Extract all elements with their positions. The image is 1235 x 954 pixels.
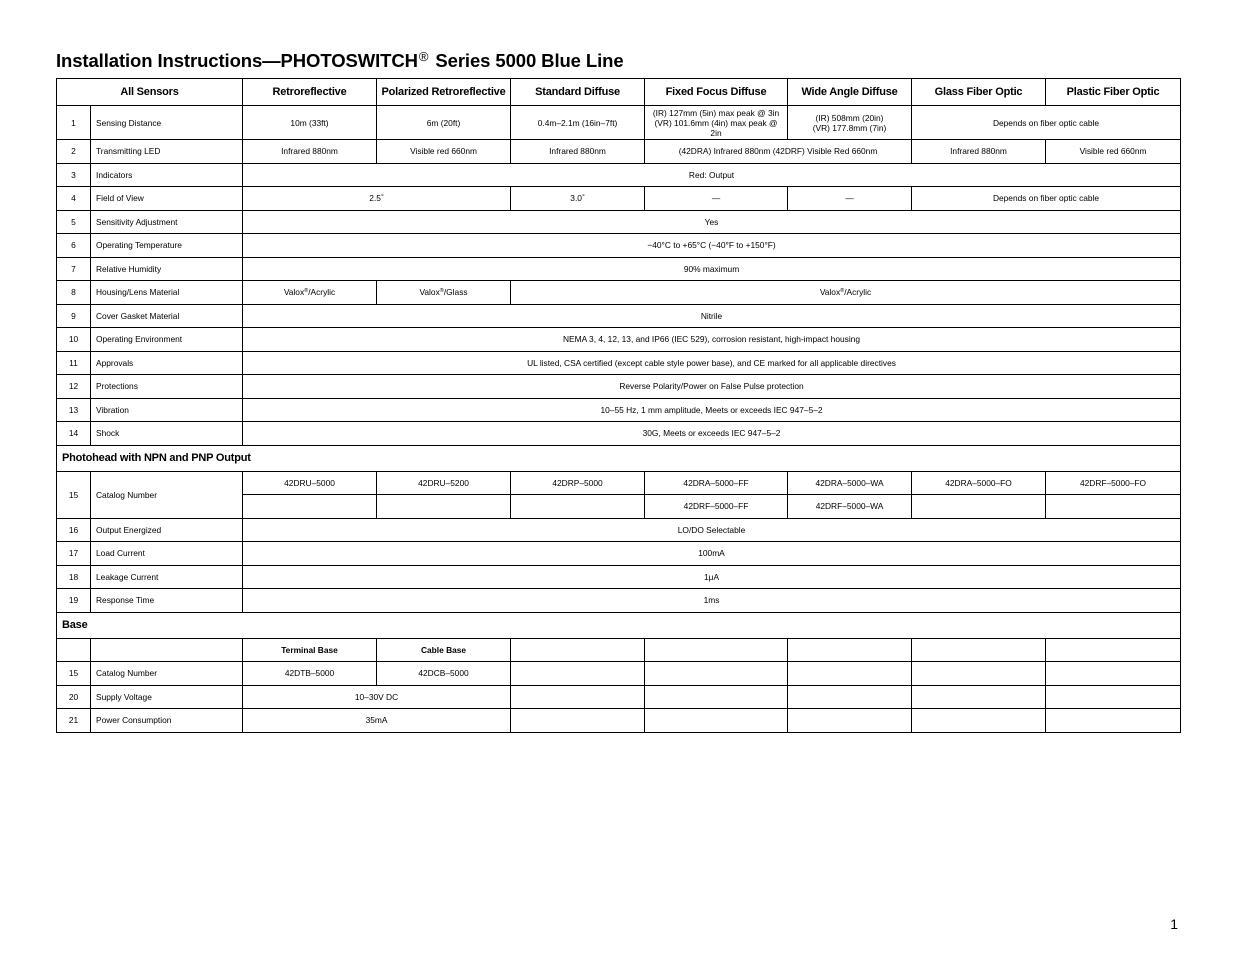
empty-cell (645, 685, 788, 709)
row-number: 14 (57, 422, 91, 446)
cell-value: Nitrile (243, 304, 1181, 328)
cell-value: −40°C to +65°C (−40°F to +150°F) (243, 234, 1181, 258)
table-row (57, 422, 1181, 446)
cell-value: Yes (243, 210, 1181, 234)
cell-value: — (788, 187, 912, 211)
row-number: 10 (57, 328, 91, 352)
empty-cell (1046, 709, 1181, 733)
empty-cell (788, 709, 912, 733)
row-label: Catalog Number (91, 662, 243, 686)
table-row (57, 662, 1181, 686)
cell-value: 1ms (243, 589, 1181, 613)
table-row (57, 685, 1181, 709)
cell-value: (42DRA) Infrared 880nm (42DRF) Visible Red 660nm (645, 140, 912, 164)
cell-value: Valox®/Acrylic (511, 281, 1181, 305)
table-row (57, 140, 1181, 164)
table-row (57, 210, 1181, 234)
section-header-row (57, 612, 1181, 638)
empty-cell (511, 685, 645, 709)
page-number: 1 (1170, 916, 1178, 932)
row-number: 9 (57, 304, 91, 328)
cell-value: 10m (33ft) (243, 106, 377, 140)
row-number: 12 (57, 375, 91, 399)
empty-cell (377, 495, 511, 519)
cell-value: (IR) 127mm (5in) max peak @ 3in (VR) 101.6mm (4in) max peak @ 2in (645, 106, 788, 140)
row-number: 13 (57, 398, 91, 422)
row-label: Power Consumption (91, 709, 243, 733)
subheader-terminal-base: Terminal Base (243, 638, 377, 662)
row-number: 21 (57, 709, 91, 733)
row-number: 11 (57, 351, 91, 375)
header-fixed-focus-diffuse: Fixed Focus Diffuse (645, 79, 788, 106)
row-label: Leakage Current (91, 565, 243, 589)
cell-value: 90% maximum (243, 257, 1181, 281)
header-all-sensors: All Sensors (57, 79, 243, 106)
empty-cell (788, 662, 912, 686)
empty-cell (788, 685, 912, 709)
table-row (57, 398, 1181, 422)
cell-value: 2.5° (243, 187, 511, 211)
catalog-number: 42DRU–5200 (377, 471, 511, 495)
table-row (57, 304, 1181, 328)
table-row (57, 257, 1181, 281)
specifications-table (56, 78, 1181, 733)
cell-value: 35mA (243, 709, 511, 733)
catalog-number: 42DRU–5000 (243, 471, 377, 495)
table-row (57, 518, 1181, 542)
row-number: 15 (57, 471, 91, 518)
row-label: Indicators (91, 163, 243, 187)
cell-value: Valox®/Glass (377, 281, 511, 305)
cell-value: 1μA (243, 565, 1181, 589)
empty-cell (511, 495, 645, 519)
row-number: 16 (57, 518, 91, 542)
table-row (57, 638, 1181, 662)
catalog-number: 42DTB–5000 (243, 662, 377, 686)
row-label: Supply Voltage (91, 685, 243, 709)
page-title: Installation Instructions—PHOTOSWITCH® Series 5000 Blue Line (56, 49, 624, 71)
empty-cell (57, 638, 91, 662)
row-number: 15 (57, 662, 91, 686)
row-label: Cover Gasket Material (91, 304, 243, 328)
row-number: 2 (57, 140, 91, 164)
cell-value: 10–30V DC (243, 685, 511, 709)
row-label: Response Time (91, 589, 243, 613)
subheader-cable-base: Cable Base (377, 638, 511, 662)
catalog-number: 42DRF–5000–WA (788, 495, 912, 519)
row-label: Output Energized (91, 518, 243, 542)
table-row (57, 328, 1181, 352)
cell-value: 3.0° (511, 187, 645, 211)
table-row (57, 234, 1181, 258)
empty-cell (1046, 495, 1181, 519)
row-number: 18 (57, 565, 91, 589)
row-number: 5 (57, 210, 91, 234)
table-row (57, 709, 1181, 733)
table-row (57, 471, 1181, 495)
row-label: Shock (91, 422, 243, 446)
empty-cell (511, 709, 645, 733)
header-row (57, 79, 1181, 106)
row-number: 4 (57, 187, 91, 211)
empty-cell (912, 685, 1046, 709)
table-row (57, 375, 1181, 399)
row-number: 8 (57, 281, 91, 305)
table-row (57, 106, 1181, 140)
header-wide-angle-diffuse: Wide Angle Diffuse (788, 79, 912, 106)
row-label: Protections (91, 375, 243, 399)
cell-value: 0.4m–2.1m (16in–7ft) (511, 106, 645, 140)
cell-value: Infrared 880nm (511, 140, 645, 164)
empty-cell (1046, 685, 1181, 709)
cell-value: 30G, Meets or exceeds IEC 947–5–2 (243, 422, 1181, 446)
header-retroreflective: Retroreflective (243, 79, 377, 106)
cell-value: (IR) 508mm (20in) (VR) 177.8mm (7in) (788, 106, 912, 140)
empty-cell (91, 638, 243, 662)
empty-cell (511, 638, 645, 662)
table-row (57, 565, 1181, 589)
cell-value: LO/DO Selectable (243, 518, 1181, 542)
row-label: Sensing Distance (91, 106, 243, 140)
empty-cell (788, 638, 912, 662)
row-number: 19 (57, 589, 91, 613)
empty-cell (243, 495, 377, 519)
cell-value: Reverse Polarity/Power on False Pulse protection (243, 375, 1181, 399)
row-number: 6 (57, 234, 91, 258)
cell-value: Red: Output (243, 163, 1181, 187)
cell-value: — (645, 187, 788, 211)
empty-cell (645, 662, 788, 686)
row-label: Relative Humidity (91, 257, 243, 281)
table-row (57, 351, 1181, 375)
catalog-number: 42DRA–5000–FO (912, 471, 1046, 495)
row-number: 7 (57, 257, 91, 281)
table-row (57, 589, 1181, 613)
cell-value: Visible red 660nm (377, 140, 511, 164)
cell-value: Infrared 880nm (243, 140, 377, 164)
section-header-row (57, 445, 1181, 471)
catalog-number: 42DRA–5000–WA (788, 471, 912, 495)
cell-value: 100mA (243, 542, 1181, 566)
row-label: Operating Environment (91, 328, 243, 352)
row-label: Housing/Lens Material (91, 281, 243, 305)
header-standard-diffuse: Standard Diffuse (511, 79, 645, 106)
cell-value: NEMA 3, 4, 12, 13, and IP66 (IEC 529), corrosion resistant, high-impact housing (243, 328, 1181, 352)
table-row (57, 187, 1181, 211)
row-number: 17 (57, 542, 91, 566)
table-row (57, 163, 1181, 187)
catalog-number: 42DRA–5000–FF (645, 471, 788, 495)
catalog-number: 42DRP–5000 (511, 471, 645, 495)
empty-cell (912, 709, 1046, 733)
cell-value: Infrared 880nm (912, 140, 1046, 164)
cell-value: Depends on fiber optic cable (912, 106, 1181, 140)
cell-value: Valox®/Acrylic (243, 281, 377, 305)
table-row (57, 281, 1181, 305)
empty-cell (511, 662, 645, 686)
empty-cell (645, 638, 788, 662)
cell-value: 6m (20ft) (377, 106, 511, 140)
row-label: Operating Temperature (91, 234, 243, 258)
empty-cell (1046, 662, 1181, 686)
row-label: Field of View (91, 187, 243, 211)
registered-mark: ® (418, 49, 429, 64)
row-number: 3 (57, 163, 91, 187)
header-polarized-retroreflective: Polarized Retroreflective (377, 79, 511, 106)
header-glass-fiber-optic: Glass Fiber Optic (912, 79, 1046, 106)
cell-value: Visible red 660nm (1046, 140, 1181, 164)
cell-value: UL listed, CSA certified (except cable style power base), and CE marked for all applicable directives (243, 351, 1181, 375)
cell-value: Depends on fiber optic cable (912, 187, 1181, 211)
row-label: Load Current (91, 542, 243, 566)
row-label: Transmitting LED (91, 140, 243, 164)
empty-cell (645, 709, 788, 733)
row-label: Approvals (91, 351, 243, 375)
section-base: Base (57, 612, 1181, 638)
header-plastic-fiber-optic: Plastic Fiber Optic (1046, 79, 1181, 106)
catalog-number: 42DRF–5000–FF (645, 495, 788, 519)
catalog-number: 42DRF–5000–FO (1046, 471, 1181, 495)
row-number: 1 (57, 106, 91, 140)
catalog-number: 42DCB–5000 (377, 662, 511, 686)
row-label: Sensitivity Adjustment (91, 210, 243, 234)
empty-cell (912, 662, 1046, 686)
empty-cell (912, 638, 1046, 662)
row-number: 20 (57, 685, 91, 709)
row-label: Vibration (91, 398, 243, 422)
cell-value: 10–55 Hz, 1 mm amplitude, Meets or exceeds IEC 947–5–2 (243, 398, 1181, 422)
empty-cell (1046, 638, 1181, 662)
empty-cell (912, 495, 1046, 519)
row-label: Catalog Number (91, 471, 243, 518)
section-photohead: Photohead with NPN and PNP Output (57, 445, 1181, 471)
table-row (57, 542, 1181, 566)
